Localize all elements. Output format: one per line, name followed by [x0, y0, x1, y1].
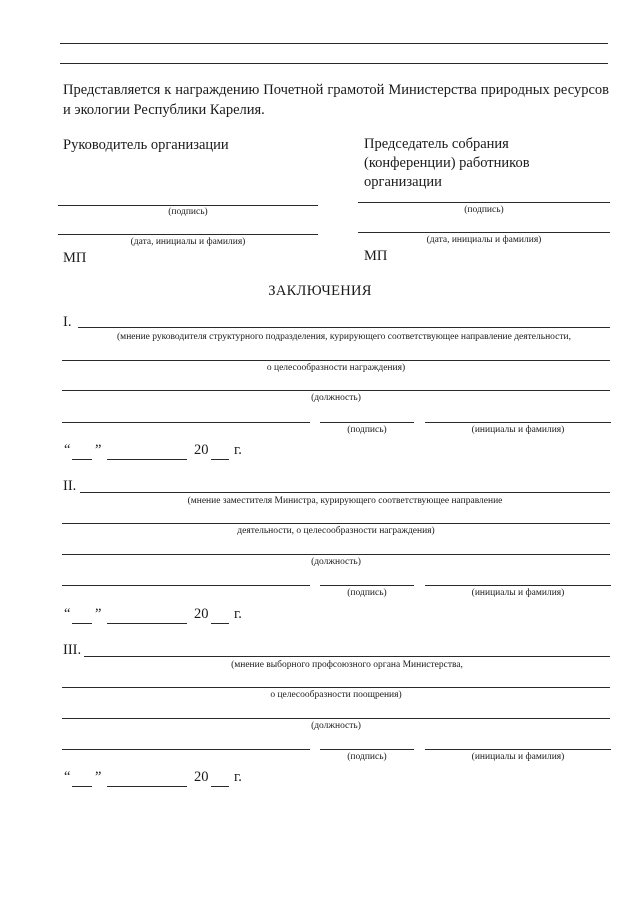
section-1-name-line[interactable] [425, 422, 611, 423]
section-2-position-caption: (должность) [311, 557, 361, 567]
section-2-signature-caption: (подпись) [347, 588, 387, 598]
section-3-signature-line[interactable] [320, 749, 414, 750]
section-2-month-line[interactable] [107, 623, 187, 624]
section-2-name-line[interactable] [425, 585, 611, 586]
section-3-opinion-caption-1: (мнение выборного профсоюзного органа Министерства, [231, 660, 463, 670]
section-3-opinion-caption-2: о целесообразности поощрения) [270, 690, 402, 700]
section-3-signature-caption: (подпись) [347, 752, 387, 762]
right-signatory-title [364, 135, 530, 192]
right-signature-line[interactable] [358, 202, 610, 203]
section-1-opinion-line-2[interactable] [62, 360, 610, 361]
section-1-numeral: I. [63, 314, 72, 330]
section-1-opinion-line-1[interactable] [78, 327, 610, 328]
top-blank-line-1 [60, 43, 608, 44]
left-date-caption: (дата, инициалы и фамилия) [130, 237, 246, 247]
conclusions-heading: ЗАКЛЮЧЕНИЯ [268, 283, 372, 299]
section-3-year-prefix: 20 [194, 769, 209, 785]
section-1-opinion-caption-1: (мнение руководителя структурного подразделения, курирующего соответствующее направление деятельности, [117, 332, 571, 342]
section-3-day-line[interactable] [72, 786, 92, 787]
section-1-position-caption: (должность) [311, 393, 361, 403]
section-3-name-line[interactable] [425, 749, 611, 750]
section-3-position-line[interactable] [62, 718, 610, 719]
right-date-caption: (дата, инициалы и фамилия) [426, 235, 542, 245]
section-3-blank-line[interactable] [62, 749, 310, 750]
section-1-year-prefix: 20 [194, 442, 209, 458]
right-title-line-1: Председатель собрания [364, 136, 509, 152]
section-3-month-line[interactable] [107, 786, 187, 787]
left-signatory-title: Руководитель организации [63, 137, 229, 153]
section-1-name-caption: (инициалы и фамилия) [471, 425, 565, 435]
right-title-line-3: организации [364, 174, 442, 190]
section-3-numeral: III. [63, 642, 82, 658]
section-3-date-open-quote: “ [64, 769, 71, 785]
left-stamp-label: МП [63, 250, 87, 266]
right-date-line[interactable] [358, 232, 610, 233]
section-2-name-caption: (инициалы и фамилия) [471, 588, 565, 598]
section-2-year-line[interactable] [211, 623, 229, 624]
section-1-year-line[interactable] [211, 459, 229, 460]
section-3-opinion-line-1[interactable] [84, 656, 610, 657]
section-1-date-close-quote: ” [95, 442, 102, 458]
section-1-signature-line[interactable] [320, 422, 414, 423]
section-2-blank-line[interactable] [62, 585, 310, 586]
left-signature-caption: (подпись) [168, 207, 208, 217]
section-1-year-suffix: г. [234, 442, 242, 458]
left-date-line[interactable] [58, 234, 318, 235]
section-2-opinion-line-1[interactable] [80, 492, 610, 493]
left-signature-line[interactable] [58, 205, 318, 206]
section-3-opinion-line-2[interactable] [62, 687, 610, 688]
section-2-year-prefix: 20 [194, 606, 209, 622]
section-2-opinion-caption-2: деятельности, о целесообразности награждения) [237, 526, 435, 536]
section-2-date-close-quote: ” [95, 606, 102, 622]
section-3-position-caption: (должность) [311, 721, 361, 731]
section-2-year-suffix: г. [234, 606, 242, 622]
section-3-year-suffix: г. [234, 769, 242, 785]
section-2-day-line[interactable] [72, 623, 92, 624]
right-title-line-2: (конференции) работников [364, 155, 530, 171]
right-signature-caption: (подпись) [464, 205, 504, 215]
section-1-signature-caption: (подпись) [347, 425, 387, 435]
section-2-numeral: II. [63, 478, 77, 494]
section-1-blank-line[interactable] [62, 422, 310, 423]
section-3-name-caption: (инициалы и фамилия) [471, 752, 565, 762]
section-3-date-close-quote: ” [95, 769, 102, 785]
section-1-date-open-quote: “ [64, 442, 71, 458]
intro-text: Представляется к награждению Почетной грамотой Министерства природных ресурсов и экологии Республики Карелия. [63, 82, 609, 118]
section-2-opinion-line-2[interactable] [62, 523, 610, 524]
right-stamp-label: МП [364, 248, 388, 264]
section-1-position-line[interactable] [62, 390, 610, 391]
section-2-opinion-caption-1: (мнение заместителя Министра, курирующего соответствующее направление [187, 496, 503, 506]
section-1-day-line[interactable] [72, 459, 92, 460]
section-1-month-line[interactable] [107, 459, 187, 460]
section-2-position-line[interactable] [62, 554, 610, 555]
section-1-opinion-caption-2: о целесообразности награждения) [266, 363, 406, 373]
section-2-date-open-quote: “ [64, 606, 71, 622]
section-3-year-line[interactable] [211, 786, 229, 787]
top-blank-line-2 [60, 63, 608, 64]
section-2-signature-line[interactable] [320, 585, 414, 586]
